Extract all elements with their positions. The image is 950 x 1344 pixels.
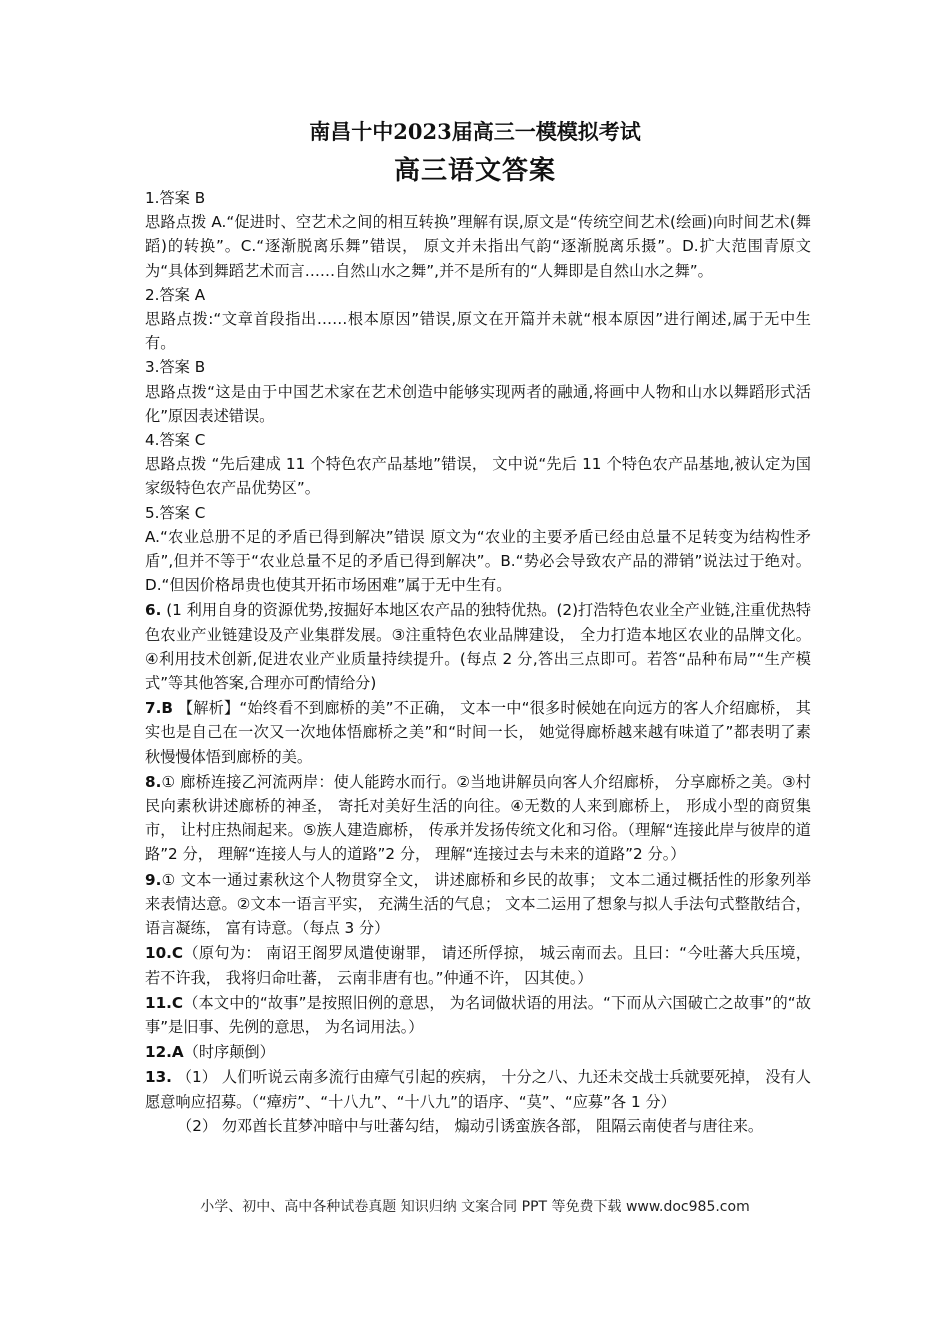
document-subtitle: 高三语文答案: [393, 156, 556, 186]
answer-10: 10.C（原句为： 南诏王阁罗凤遣使谢罪， 请还所俘掠， 城云南而去。且曰：“今吐蕃大兵压境， 若不许我， 我将归命吐蕃， 云南非唐有也。”仲通不许， 囚其使。）: [145, 944, 811, 987]
answer-3-heading: 3.答案 B: [145, 358, 206, 377]
document-title: 南昌十中2023届高三一模模拟考试: [309, 119, 641, 144]
answer-11: 11.C（本文中的“故事”是按照旧例的意思， 为名词做状语的用法。“下而从六国破亡之故事”的“故事”是旧事、先例的意思， 为名词用法。）: [145, 993, 811, 1036]
answer-12: 12.A（时序颠倒）: [145, 1043, 275, 1062]
answer-1-explanation: 思路点拨 A.“促进时、空艺术之间的相互转换”理解有误,原文是“传统空间艺术(绘画)向时间艺术(舞蹈)的转换”。C.“逐渐脱离乐舞”错误， 原文并未指出气韵“逐渐脱离乐摄”。D.扩大范围青原文为“具体到舞蹈艺术而言……自然山水之舞”,并不是所有的“人舞即是自然山水之舞”。: [145, 213, 811, 280]
answer-9: 9.① 文本一通过素秋这个人物贯穿全文， 讲述廊桥和乡民的故事； 文本二通过概括性的形象列举来表情达意。②文本一语言平实， 充满生活的气息； 文本二运用了想象与拟人手法句式整散结合， 语言凝练， 富有诗意。（每点 3 分）: [145, 870, 811, 938]
answer-5-heading: 5.答案 C: [145, 503, 206, 522]
footer-download-link[interactable]: 小学、初中、高中各种试卷真题 知识归纳 文案合同 PPT 等免费下载 www.doc985.com: [200, 1199, 750, 1215]
answer-2-explanation: 思路点拨:“文章首段指出……根本原因”错误,原文在开篇并未就“根本原因”进行阐述,属于无中生有。: [145, 310, 811, 353]
answer-4-heading: 4.答案 C: [145, 431, 206, 450]
answer-1-heading: 1.答案 B: [145, 189, 206, 207]
answer-4-explanation: 思路点拨 “先后建成 11 个特色农产品基地”错误， 文中说“先后 11 个特色农产品基地,被认定为国家级特色农产品优势区”。: [145, 455, 811, 498]
answer-8: 8.① 廊桥连接乙河流两岸：使人能跨水而行。②当地讲解员向客人介绍廊桥， 分享廊桥之美。③村民向素秋讲述廊桥的神圣， 寄托对美好生活的向往。④无数的人来到廊桥上， 形成小型的商贸集市， 让村庄热闹起来。⑤族人建造廊桥， 传承并发扬传统文化和习俗。（理解“连接此岸与彼岸的道路”2 分， 理解“连接人与人的道路”2 分， 理解“连接过去与未来的道路”2 分。）: [145, 772, 811, 864]
answer-body: [145, 186, 811, 1138]
answer-13-part-1: 13. （1） 人们听说云南多流行由瘴气引起的疾病， 十分之八、九还未交战士兵就要死掉， 没有人愿意响应招募。（“瘴疠”、“十八九”、“十八九”的语序、“莫”、“应募”各 1 分）: [145, 1068, 811, 1111]
answer-13-part-2: （2） 勿邓酋长苴梦冲暗中与吐蕃勾结， 煽动引诱蛮族各部， 阻隔云南使者与唐往来。: [177, 1116, 764, 1135]
answer-2-heading: 2.答案 A: [145, 285, 206, 304]
answer-3-explanation: 思路点拨“这是由于中国艺术家在艺术创造中能够实现两者的融通,将画中人物和山水以舞蹈形式活化”原因表述错误。: [145, 382, 811, 425]
answer-6: 6. (1 利用自身的资源优势,按掘好本地区农产品的独特优热。(2)打浩特色农业全产业链,注重优热特色农业产业链建设及产业集群发展。③注重特色农业品牌建设， 全力打造本地区农业的品牌文化。④利用技术创新,促进农业产业质量持续提升。(每点 2 分,答出三点即可。若答“品种布局”“生产模式”等其他答案,合理亦可酌情给分): [145, 601, 811, 693]
answer-5-explanation: A.“农业总册不足的矛盾已得到解决”错误 原文为“农业的主要矛盾已经由总量不足转变为结构性矛盾”,但并不等于“农业总量不足的矛盾已得到解决”。B.“势必会导致农产品的滞销”说法过于绝对。D.“但因价格昂贵也使其开拓市场困难”属于无中生有。: [145, 527, 811, 595]
answer-7: 7.B 【解析】“始终看不到廊桥的美”不正确， 文本一中“很多时候她在向远方的客人介绍廊桥， 其实也是自己在一次又一次地体悟廊桥之美”和“时间一长， 她觉得廊桥越来越有味道了”都表明了素秋慢慢体悟到廊桥的美。: [145, 699, 811, 766]
